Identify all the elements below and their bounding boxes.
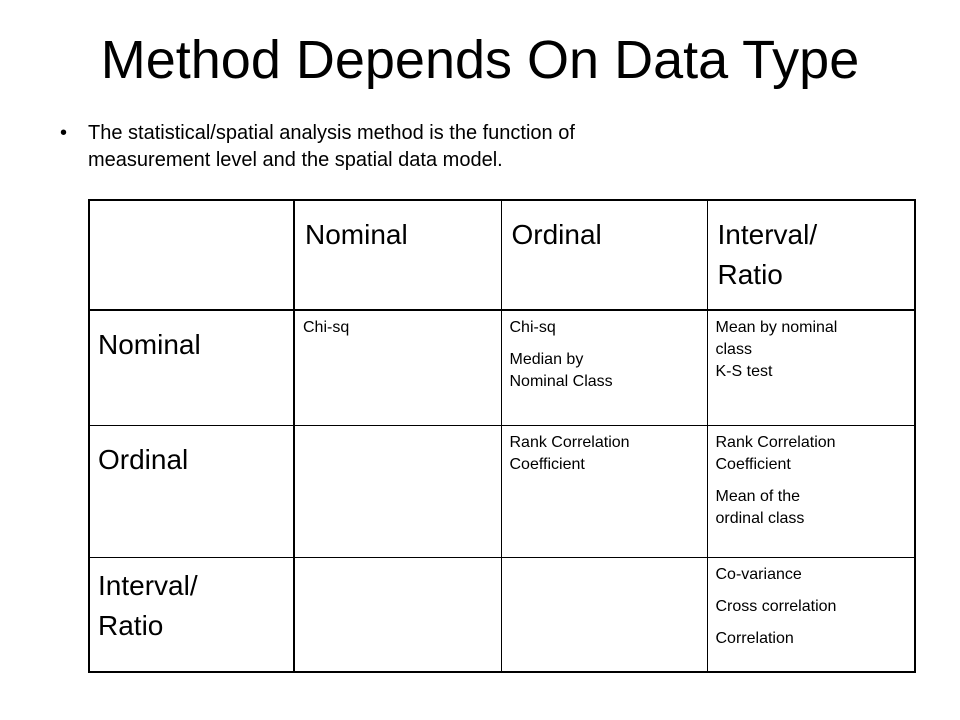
row-header-label: Ordinal [98, 444, 189, 476]
table-cell-interval-interval [707, 557, 915, 672]
cell-text: Mean of the [715, 488, 800, 506]
cell-text: Coefficient [715, 456, 791, 474]
bullet-item [60, 120, 920, 174]
table-cell-interval-nominal [294, 557, 501, 672]
cell-text: Coefficient [509, 456, 585, 474]
row-header-label: Nominal [98, 329, 201, 361]
row-header-label: Ratio [98, 609, 164, 641]
cell-text: Correlation [715, 629, 794, 647]
slide-title: Method Depends On Data Type [100, 30, 860, 90]
column-header-label: Interval/ [717, 219, 818, 250]
cell-text: Nominal Class [509, 373, 613, 391]
table-header-row [89, 200, 915, 310]
cell-text: ordinal class [715, 510, 805, 528]
bullet-text-line: The statistical/spatial analysis method is the function of [88, 122, 575, 144]
cell-text: class [715, 341, 752, 359]
cell-text: Chi-sq [509, 319, 556, 337]
bullet-marker-icon: • [60, 122, 68, 144]
table-cell-interval-ordinal [501, 557, 707, 672]
cell-text: Chi-sq [303, 319, 350, 337]
column-header-label: Ratio [717, 259, 783, 290]
cell-text: K-S test [715, 363, 773, 381]
row-header-nominal [89, 310, 294, 425]
column-header-nominal [294, 200, 501, 310]
row-header-interval-ratio [89, 557, 294, 672]
table-row-nominal [89, 310, 915, 425]
column-header-label: Nominal [305, 219, 408, 250]
bullet-text [88, 120, 920, 174]
method-table [88, 199, 916, 673]
column-header-interval-ratio [707, 200, 915, 310]
cell-text: Rank Correlation [509, 434, 630, 452]
table-cell-ordinal-nominal [294, 426, 501, 558]
table-row-ordinal [89, 426, 915, 558]
column-header-ordinal [501, 200, 707, 310]
table-row-interval-ratio [89, 557, 915, 672]
table-cell-nominal-ordinal [501, 310, 707, 425]
table-cell-nominal-nominal [294, 310, 501, 425]
cell-text: Median by [509, 351, 584, 369]
column-header-label: Ordinal [511, 219, 602, 250]
cell-text: Mean by nominal [715, 319, 838, 337]
table-cell-ordinal-ordinal [501, 426, 707, 558]
row-header-ordinal [89, 426, 294, 558]
table-cell-ordinal-interval [707, 426, 915, 558]
row-header-label: Interval/ [98, 569, 198, 601]
table-cell-nominal-interval [707, 310, 915, 425]
cell-text: Cross correlation [715, 597, 837, 615]
table-corner-cell [89, 200, 294, 310]
cell-text: Co-variance [715, 565, 802, 583]
cell-text: Rank Correlation [715, 434, 836, 452]
bullet-text-line: measurement level and the spatial data model. [88, 149, 503, 171]
